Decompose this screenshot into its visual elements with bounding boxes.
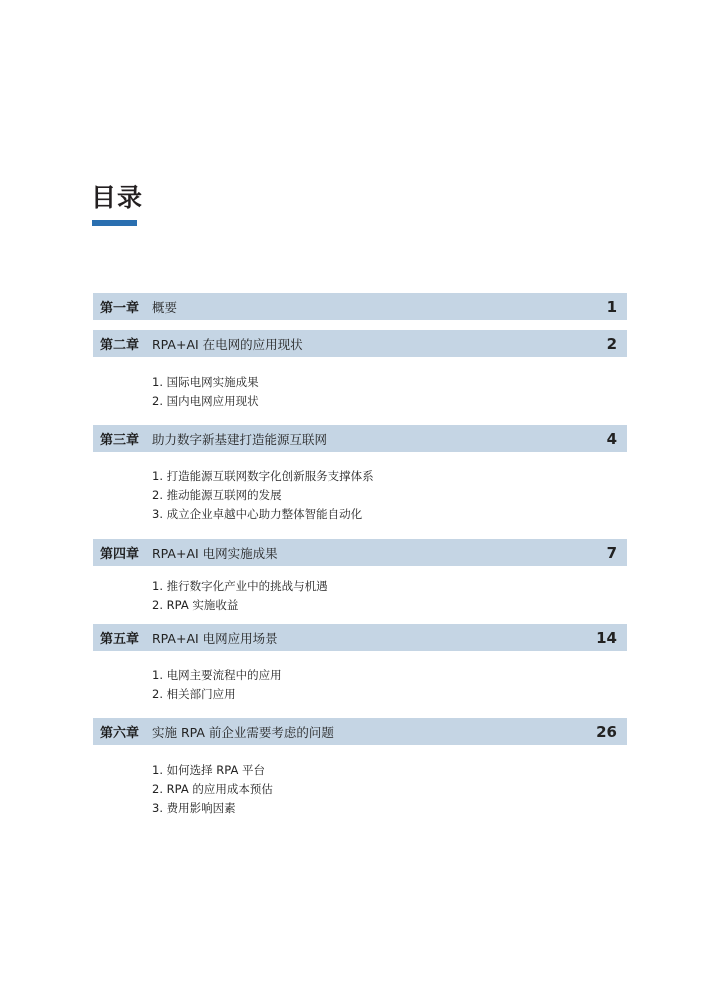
- chapter-number: 第一章: [100, 301, 140, 316]
- section-item[interactable]: 3. 费用影响因素: [152, 801, 236, 815]
- chapter-title: 概要: [152, 299, 178, 315]
- chapter-4-row[interactable]: [93, 539, 627, 566]
- chapter-title: 助力数字新基建打造能源互联网: [152, 431, 328, 447]
- chapter-number: 第五章: [100, 632, 140, 647]
- chapter-4-sections: [152, 577, 328, 615]
- chapter-page-number: 26: [596, 722, 617, 741]
- chapter-page-number: 4: [606, 429, 617, 448]
- chapter-6-row[interactable]: [93, 718, 627, 745]
- chapter-2-sections: [152, 373, 259, 411]
- chapter-page-number: 7: [606, 543, 617, 562]
- section-item[interactable]: 2. 国内电网应用现状: [152, 394, 259, 408]
- section-item[interactable]: 1. 打造能源互联网数字化创新服务支撑体系: [152, 469, 374, 483]
- chapter-page-number: 14: [596, 628, 617, 647]
- chapter-number: 第二章: [100, 338, 140, 353]
- chapter-3-row[interactable]: [93, 425, 627, 452]
- chapter-number: 第四章: [100, 547, 140, 562]
- section-item[interactable]: 1. 国际电网实施成果: [152, 375, 259, 389]
- section-item[interactable]: 1. 推行数字化产业中的挑战与机遇: [152, 579, 328, 593]
- chapter-title: RPA+AI 电网应用场景: [152, 630, 278, 646]
- section-item[interactable]: 2. 相关部门应用: [152, 687, 236, 701]
- chapter-title: RPA+AI 在电网的应用现状: [152, 336, 303, 352]
- chapter-page-number: 2: [606, 334, 617, 353]
- chapter-number: 第三章: [100, 433, 140, 448]
- title-underline: [92, 220, 137, 226]
- chapter-5-row[interactable]: [93, 624, 627, 651]
- chapter-2-row[interactable]: [93, 330, 627, 357]
- section-item[interactable]: 3. 成立企业卓越中心助力整体智能自动化: [152, 507, 363, 521]
- page-title: 目录: [91, 183, 144, 212]
- chapter-1-row[interactable]: [93, 293, 627, 320]
- section-item[interactable]: 2. RPA 实施收益: [152, 598, 239, 612]
- chapter-title: 实施 RPA 前企业需要考虑的问题: [152, 724, 334, 740]
- chapter-6-sections: [152, 761, 273, 818]
- chapter-5-sections: [152, 666, 282, 704]
- chapter-title: RPA+AI 电网实施成果: [152, 545, 278, 561]
- chapter-number: 第六章: [100, 726, 140, 741]
- section-item[interactable]: 1. 电网主要流程中的应用: [152, 668, 282, 682]
- chapter-page-number: 1: [606, 297, 617, 316]
- chapter-3-sections: [152, 467, 374, 524]
- section-item[interactable]: 1. 如何选择 RPA 平台: [152, 763, 265, 777]
- section-item[interactable]: 2. 推动能源互联网的发展: [152, 488, 282, 502]
- section-item[interactable]: 2. RPA 的应用成本预估: [152, 782, 273, 796]
